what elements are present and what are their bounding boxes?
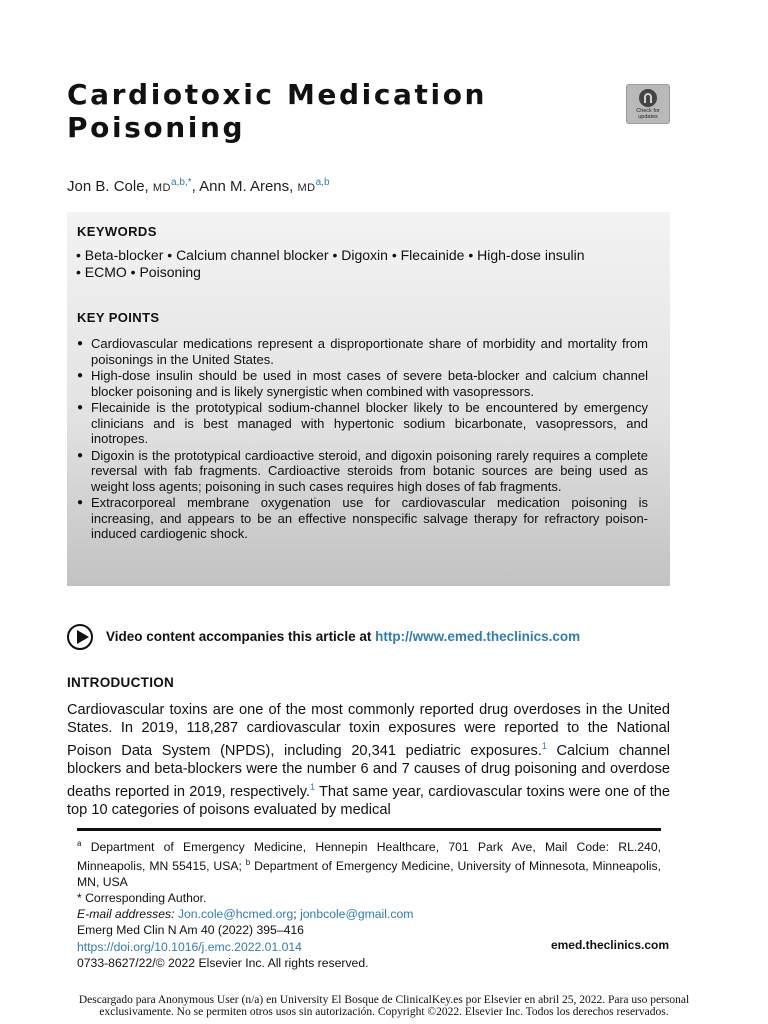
keywords-keypoints-box — [67, 212, 670, 586]
corresponding-author: * Corresponding Author. — [77, 891, 207, 906]
email-addresses: E-mail addresses: Jon.cole@hcmed.org; jonbcole@gmail.com — [77, 907, 414, 922]
title-line-2: Poisoning — [67, 111, 246, 144]
corresponding-star: * — [187, 177, 192, 188]
bullet-icon: ● — [77, 449, 84, 461]
keywords-heading: KEYWORDS — [77, 224, 157, 239]
journal-info — [77, 922, 369, 972]
video-link[interactable]: http://www.emed.theclinics.com — [375, 629, 581, 644]
article-title — [67, 78, 487, 144]
reference-1-link-2[interactable]: 1 — [310, 781, 316, 792]
author-line — [67, 173, 330, 198]
bullet-icon: ● — [77, 402, 84, 413]
author-1-name: Jon B. Cole, — [67, 178, 153, 195]
download-notice — [30, 994, 738, 1018]
author-2-affiliation-marks[interactable]: a,b — [315, 177, 330, 188]
journal-site: emed.theclinics.com — [550, 938, 669, 952]
bullet-icon: ● — [77, 338, 84, 349]
author-1-degree: MD — [152, 182, 171, 194]
list-item: ● Cardiovascular medications represent a disproportionate share of morbidity and mortality from poisonings in the United States. — [77, 336, 648, 367]
bullet-icon: ● — [77, 370, 84, 381]
citation: Emerg Med Clin N Am 40 (2022) 395–416 — [77, 923, 304, 937]
footnotes — [77, 836, 661, 922]
play-icon[interactable] — [67, 624, 93, 650]
email-link-2[interactable]: jonbcole@gmail.com — [300, 907, 414, 922]
keywords-line-1: • Beta-blocker • Calcium channel blocker • Digoxin • Flecainide • High-dose insulin — [76, 247, 585, 263]
doi-link[interactable]: https://doi.org/10.1016/j.emc.2022.01.014 — [77, 939, 302, 954]
key-points-list — [76, 336, 648, 543]
check-for-updates-badge[interactable] — [626, 84, 670, 124]
download-notice-line-1: Descargado para Anonymous User (n/a) en University El Bosque de ClinicalKey.es por Elsevier en abril 25, 2022. Para uso personal — [78, 994, 690, 1006]
keywords-line-2: • ECMO • Poisoning — [76, 264, 201, 280]
author-separator: , — [191, 178, 200, 195]
download-notice-line-2: exclusivamente. No se permiten otros usos sin autorización. Copyright ©2022. Elsevier Inc. Todos los derechos reservados. — [99, 1006, 669, 1018]
email-link-1[interactable]: Jon.cole@hcmed.org — [177, 907, 294, 922]
affiliations: $^a$ Department of Emergency Medicine, Hennepin Healthcare, 701 Park Ave, Mail Code: RL.240, Minneapolis, MN 55415, USA; $^b$ Department of Emergency Medicine, University of Minnesota, Minneapolis, MN, USA — [77, 839, 661, 890]
author-2-name: Ann M. Arens, — [199, 178, 298, 195]
footnote-divider — [77, 828, 661, 831]
title-line-1: Cardiotoxic Medication — [67, 78, 488, 111]
introduction-heading: INTRODUCTION — [67, 675, 175, 690]
bullet-icon: ● — [77, 497, 84, 508]
key-points-heading: KEY POINTS — [77, 310, 160, 325]
reference-1-link[interactable]: 1 — [541, 741, 547, 751]
list-item: ● Extracorporeal membrane oxygenation use for cardiovascular medication poisoning is increasing, and appears to be an effective nonspecific salvage therapy for refractory poison-induced cardiogenic shock. — [77, 495, 648, 541]
list-item: ● Flecainide is the prototypical sodium-channel blocker likely to be encountered by emergency clinicians and is best managed with hypertonic sodium bicarbonate, vasopressors, and inotropes. — [77, 400, 648, 446]
copyright: 0733-8627/22/© 2022 Elsevier Inc. All rights reserved. — [77, 956, 369, 970]
check-updates-icon — [639, 89, 657, 107]
video-content-text: Video content accompanies this article at http://www.emed.theclinics.com — [106, 629, 581, 644]
check-updates-label: Check for updates — [636, 108, 660, 120]
list-item: ● Digoxin is the prototypical cardioactive steroid, and digoxin poisoning rarely requires a complete reversal with fab fragments. Cardioactive steroids from botanic sources are being used as weight loss agents; poisoning in such cases requires high doses of fab fragments. — [77, 447, 648, 494]
author-2-degree: MD — [297, 182, 316, 194]
introduction-paragraph: Cardiovascular toxins are one of the most commonly reported drug overdoses in the United States. In 2019, 118,287 cardiovascular toxin exposures were reported to the National Poison Data System (NPDS), including 20,341 pediatric exposures.$^1$ Calcium channel blockers and beta-blockers were the number 6 and 7 causes of drug poisoning and overdose deaths reported in 2019, respectively.$^1$ That same year, cardiovascular toxins were one of the top 10 categories of poisons evaluated by medical — [67, 702, 670, 818]
list-item: ● High-dose insulin should be used in most cases of severe beta-blocker and calcium channel blocker poisoning and is likely synergistic when combined with vasopressors. — [77, 368, 648, 399]
author-1-affiliation-marks[interactable]: a,b,* — [171, 177, 192, 188]
